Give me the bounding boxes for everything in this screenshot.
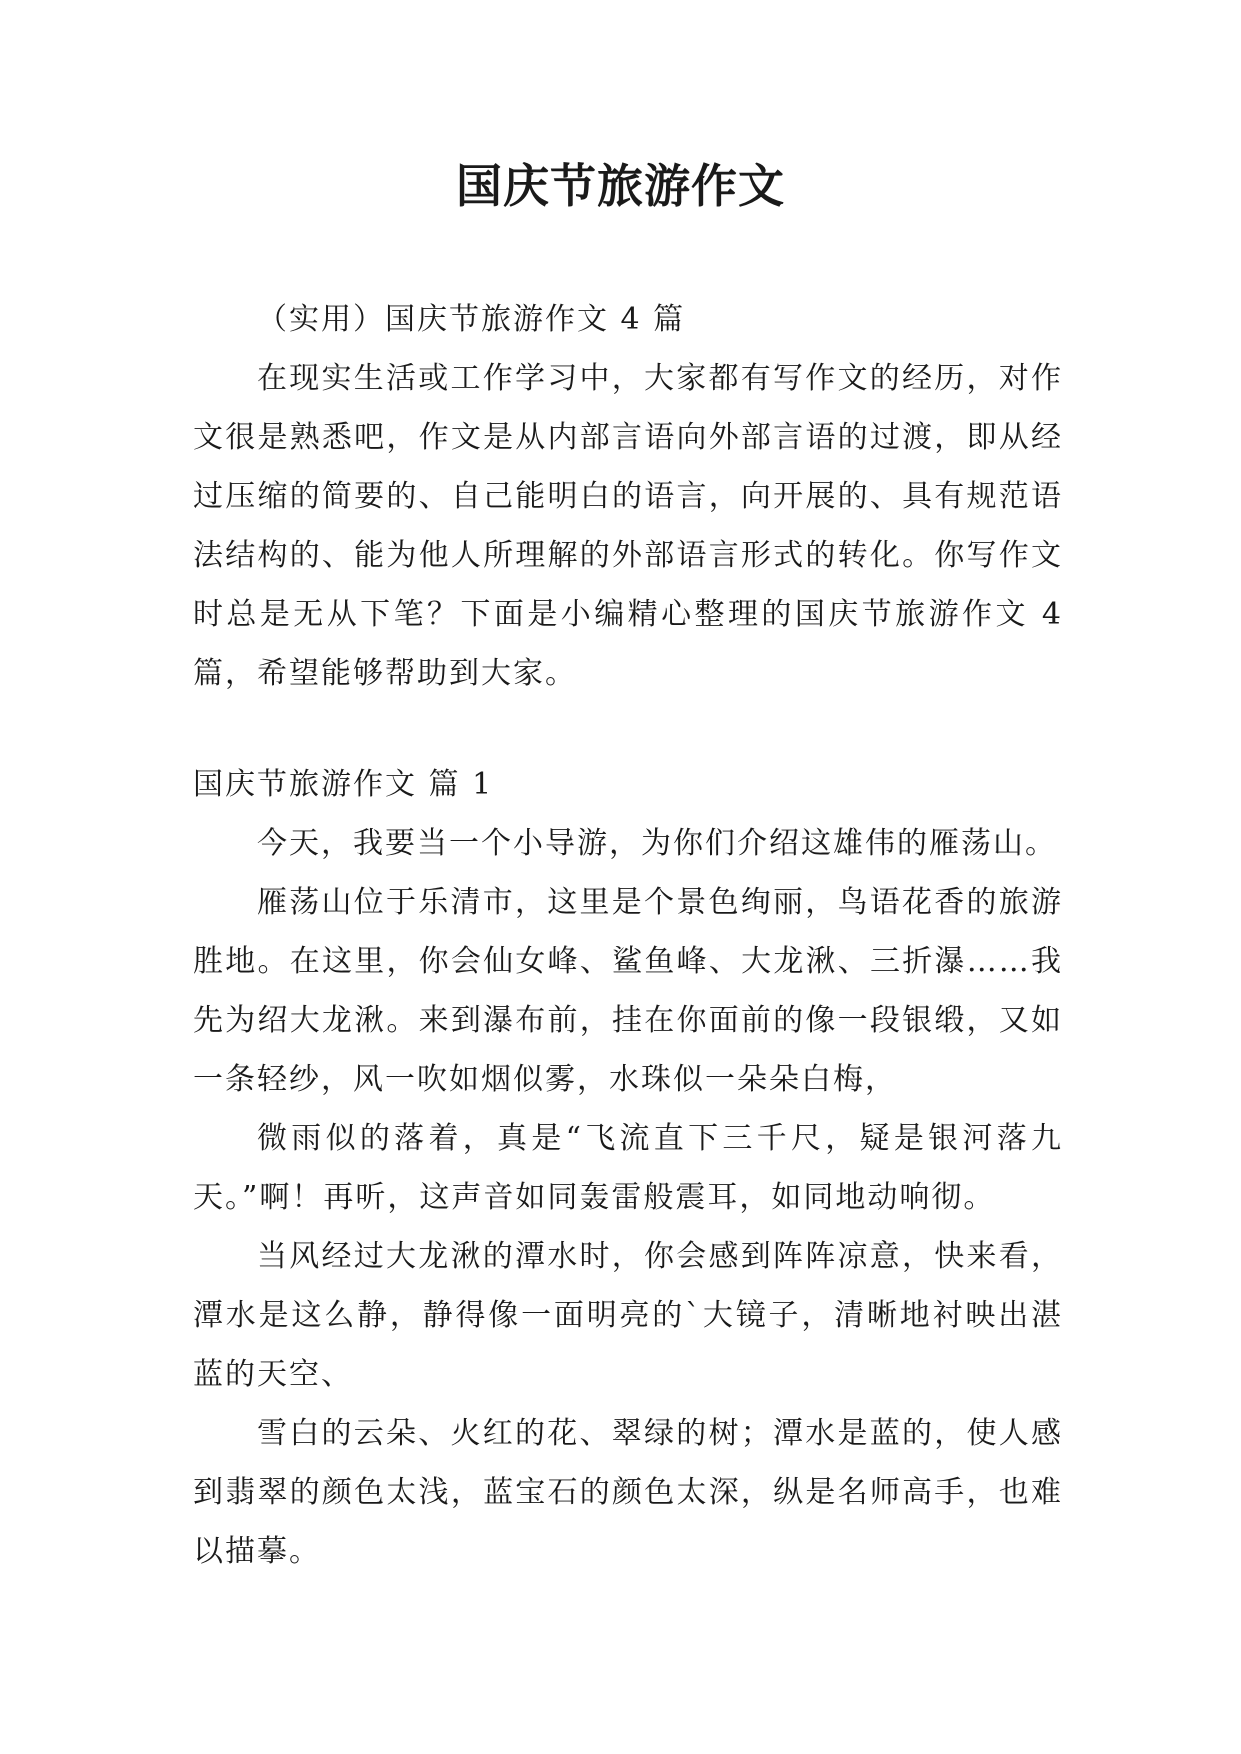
body-paragraph: 雁荡山位于乐清市，这里是个景色绚丽，鸟语花香的旅游胜地。在这里，你会仙女峰、鲨鱼峰、大龙湫、三折瀑……我先为绍大龙湫。来到瀑布前，挂在你面前的像一段银缎，又如一条轻纱，风一吹如烟似雾，水珠似一朵朵白梅， [193,885,1063,1097]
subtitle-line: （实用）国庆节旅游作文 4 篇 [257,302,686,337]
document-body [193,290,1063,1581]
body-paragraph: 当风经过大龙湫的潭水时，你会感到阵阵凉意，快来看，潭水是这么静，静得像一面明亮的`大镜子，清晰地衬映出湛蓝的天空、 [193,1239,1063,1392]
section-heading: 国庆节旅游作文 篇 1 [193,767,494,802]
body-paragraph: 雪白的云朵、火红的花、翠绿的树；潭水是蓝的，使人感到翡翠的颜色太浅，蓝宝石的颜色太深，纵是名师高手，也难以描摹。 [193,1416,1063,1569]
document-title: 国庆节旅游作文 [456,159,785,213]
intro-paragraph: 在现实生活或工作学习中，大家都有写作文的经历，对作文很是熟悉吧，作文是从内部言语向外部言语的过渡，即从经过压缩的简要的、自己能明白的语言，向开展的、具有规范语法结构的、能为他人所理解的外部语言形式的转化。你写作文时总是无从下笔？下面是小编精心整理的国庆节旅游作文 4 篇，希望能够帮助到大家。 [193,361,1063,691]
body-paragraph: 今天，我要当一个小导游，为你们介绍这雄伟的雁荡山。 [257,826,1057,861]
body-paragraph: 微雨似的落着，真是“飞流直下三千尺，疑是银河落九天。”啊！再听，这声音如同轰雷般震耳，如同地动响彻。 [193,1121,1063,1215]
